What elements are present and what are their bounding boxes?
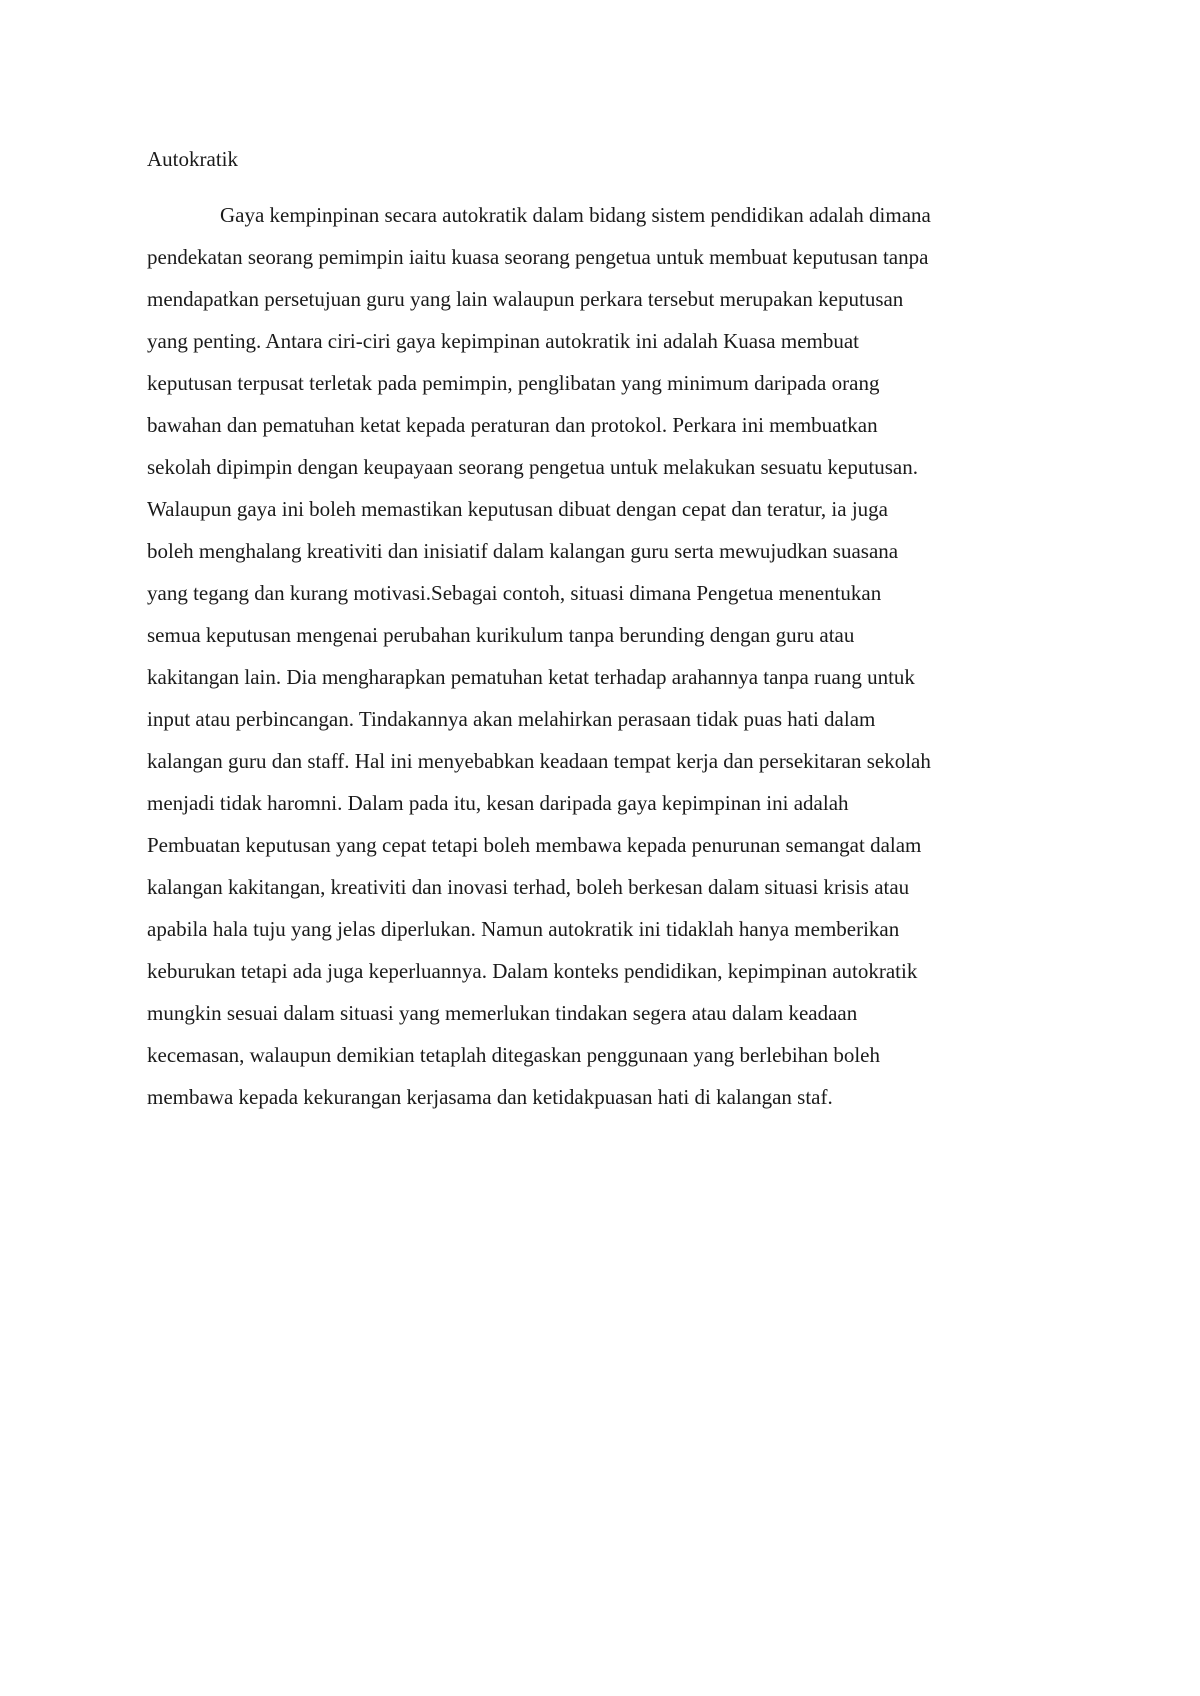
paragraph-line: keburukan tetapi ada juga keperluannya. Dalam konteks pendidikan, kepimpinan autokratik	[147, 959, 918, 983]
paragraph-line: bawahan dan pematuhan ketat kepada peraturan dan protokol. Perkara ini membuatkan	[147, 413, 878, 437]
paragraph-line: boleh menghalang kreativiti dan inisiatif dalam kalangan guru serta mewujudkan suasana	[147, 539, 899, 563]
paragraph-line: semua keputusan mengenai perubahan kurikulum tanpa berunding dengan guru atau	[147, 623, 855, 647]
paragraph-line: yang penting. Antara ciri-ciri gaya kepimpinan autokratik ini adalah Kuasa membuat	[147, 329, 860, 353]
paragraph-line: kalangan guru dan staff. Hal ini menyebabkan keadaan tempat kerja dan persekitaran sekolah	[147, 749, 931, 773]
paragraph-line: mendapatkan persetujuan guru yang lain walaupun perkara tersebut merupakan keputusan	[147, 287, 904, 311]
paragraph-line: Walaupun gaya ini boleh memastikan keputusan dibuat dengan cepat dan teratur, ia juga	[147, 497, 888, 521]
paragraph-line: Pembuatan keputusan yang cepat tetapi boleh membawa kepada penurunan semangat dalam	[147, 833, 922, 857]
paragraph-line: mungkin sesuai dalam situasi yang memerlukan tindakan segera atau dalam keadaan	[147, 1001, 858, 1025]
paragraph-line: kecemasan, walaupun demikian tetaplah ditegaskan penggunaan yang berlebihan boleh	[147, 1043, 880, 1067]
paragraph-line: kakitangan lain. Dia mengharapkan pematuhan ketat terhadap arahannya tanpa ruang untuk	[147, 665, 915, 689]
paragraph-line: Gaya kempinpinan secara autokratik dalam bidang sistem pendidikan adalah dimana	[220, 203, 931, 227]
document-heading: Autokratik	[147, 147, 238, 171]
paragraph-line: yang tegang dan kurang motivasi.Sebagai contoh, situasi dimana Pengetua menentukan	[147, 581, 882, 605]
paragraph-line: pendekatan seorang pemimpin iaitu kuasa seorang pengetua untuk membuat keputusan tanpa	[147, 245, 929, 269]
paragraph-line: kalangan kakitangan, kreativiti dan inovasi terhad, boleh berkesan dalam situasi krisis atau	[147, 875, 910, 899]
body-paragraph	[147, 202, 1067, 1126]
paragraph-line: input atau perbincangan. Tindakannya akan melahirkan perasaan tidak puas hati dalam	[147, 707, 876, 731]
paragraph-line: keputusan terpusat terletak pada pemimpin, penglibatan yang minimum daripada orang	[147, 371, 880, 395]
paragraph-line: sekolah dipimpin dengan keupayaan seorang pengetua untuk melakukan sesuatu keputusan.	[147, 455, 918, 479]
paragraph-line: apabila hala tuju yang jelas diperlukan. Namun autokratik ini tidaklah hanya memberikan	[147, 917, 900, 941]
paragraph-line: menjadi tidak haromni. Dalam pada itu, kesan daripada gaya kepimpinan ini adalah	[147, 791, 849, 815]
paragraph-line: membawa kepada kekurangan kerjasama dan ketidakpuasan hati di kalangan staf.	[147, 1085, 833, 1109]
